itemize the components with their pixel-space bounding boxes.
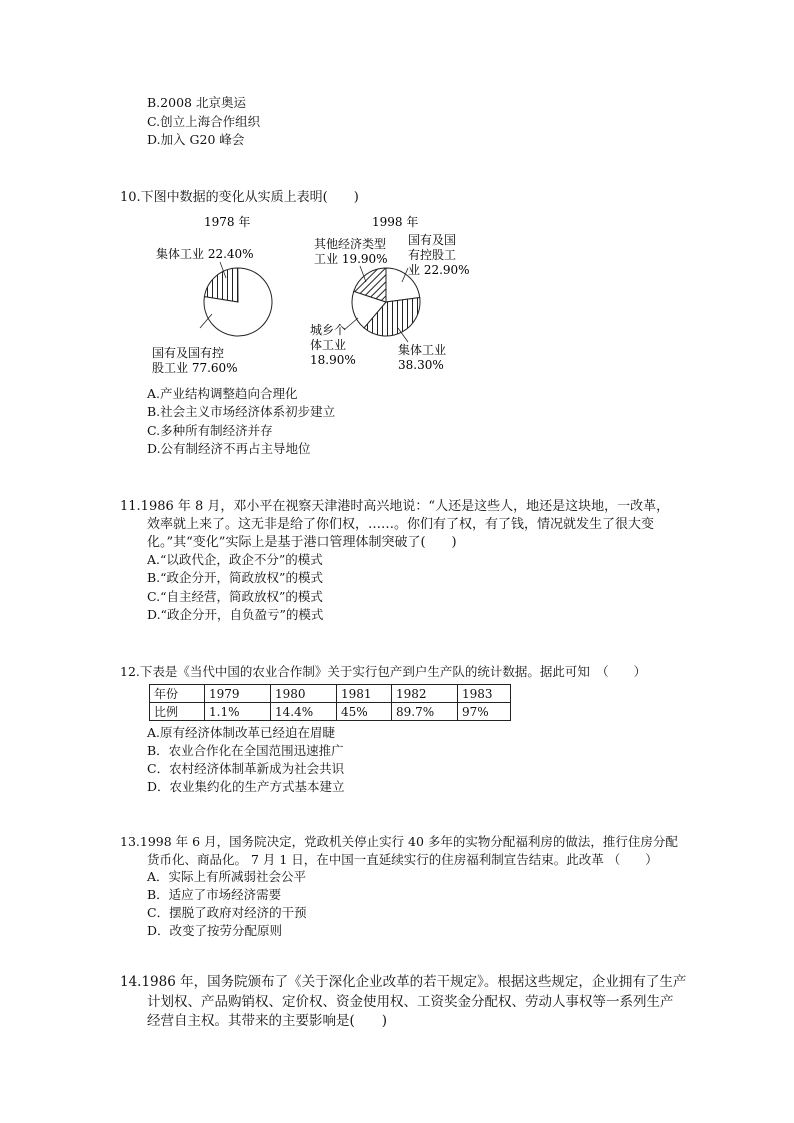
q11-option-b: B.“政企分开，简政放权”的模式 [147,570,323,585]
table-cell: 1980 [271,685,337,703]
table-cell: 1983 [458,685,511,703]
pie-1998-leader-urban [344,318,358,330]
pie-1998-title: 1998 年 [372,215,419,229]
q10-stem: 10.下图中数据的变化从实质上表明( ) [120,190,359,205]
table-cell: 14.4% [271,703,337,721]
q12-data-table [149,684,511,721]
q12-option-d: D．农业集约化的生产方式基本建立 [147,779,345,794]
q13-stem-line-2: 货币化、商品化。 7 月 1 日，在中国一直延续实行的住房福利制宣告结束。此改革 （ ） [147,852,658,867]
q9-option-b: B.2008 北京奥运 [147,95,246,110]
table-cell: 1979 [205,685,271,703]
pie-1998-other-label-1: 其他经济类型 [314,237,387,251]
table-cell: 1981 [337,685,392,703]
q13-option-b: B．适应了市场经济需要 [147,887,282,902]
pie-1998-urban-label-3: 18.90% [310,353,356,367]
pie-1978-state-label-2: 股工业 77.60% [152,361,238,375]
q14-stem-line-1: 14.1986 年，国务院颁布了《关于深化企业改革的若干规定》。根据这些规定，企业拥有了生产 [120,974,687,990]
pie-1978-slice-collective [204,268,238,302]
q10-option-c: C.多种所有制经济并存 [147,423,273,438]
q10-option-d: D.公有制经济不再占主导地位 [147,441,311,456]
table-row [150,685,511,703]
pie-1998 [352,268,420,336]
q11-stem-line-1: 11.1986 年 8 月，邓小平在视察天津港时高兴地说：“人还是这些人，地还是这块地，一改革， [120,499,670,514]
q11-option-c: C.“自主经营，简政放权”的模式 [147,589,323,604]
pie-1978-state-label-1: 国有及国有控 [152,346,225,360]
pie-1998-state-label-3: 业 22.90% [408,263,470,277]
q9-option-c: C.创立上海合作组织 [147,114,261,129]
q13-option-d: D．改变了按劳分配原则 [147,923,283,938]
q14-stem-line-3: 经营自主权。其带来的主要影响是( ) [147,1013,388,1029]
q13-option-a: A．实际上有所减弱社会公平 [147,869,307,884]
table-cell: 89.7% [392,703,458,721]
q12-option-a: A.原有经济体制改革已经迫在眉睫 [147,725,336,740]
q14-stem-line-2: 计划权、产品购销权、定价权、资金使用权、工资奖金分配权、劳动人事权等一系列生产 [147,994,674,1010]
table-header-ratio: 比例 [150,703,205,721]
q10-pie-charts [140,206,500,376]
pie-1998-state-label-2: 有控股工 [408,248,457,262]
q13-option-c: C．摆脱了政府对经济的干预 [147,905,307,920]
pie-1998-state-label-1: 国有及国 [408,233,457,247]
table-row [150,703,511,721]
table-cell: 1.1% [205,703,271,721]
q10-option-b: B.社会主义市场经济体系初步建立 [147,404,336,419]
pie-1998-collective-label-2: 38.30% [398,358,444,372]
pie-1998-urban-label-2: 体工业 [310,338,347,352]
q11-stem-line-2: 效率就上来了。这无非是给了你们权，……。你们有了权，有了钱，情况就发生了很大变 [147,517,655,532]
q9-option-d: D.加入 G20 峰会 [147,132,245,147]
table-cell: 97% [458,703,511,721]
q12-option-c: C．农村经济体制革新成为社会共识 [147,761,345,776]
pie-1978 [204,268,272,336]
q10-option-a: A.产业结构调整趋向合理化 [147,386,298,401]
q12-option-b: B．农业合作化在全国范围迅速推广 [147,743,344,758]
q11-stem-line-3: 化。”其“变化”实际上是基于港口管理体制突破了( ) [147,535,457,550]
table-header-year: 年份 [150,685,205,703]
q13-stem-line-1: 13.1998 年 6 月，国务院决定，党政机关停止实行 40 多年的实物分配福利房的做法，推行住房分配 [120,834,678,849]
table-cell: 1982 [392,685,458,703]
pie-1978-title: 1978 年 [204,215,251,229]
pie-1998-urban-label-1: 城乡个 [310,323,347,337]
pie-1998-other-label-2: 工业 19.90% [314,252,388,266]
q11-option-a: A.“以政代企，政企不分”的模式 [147,552,323,567]
pie-1978-collective-label: 集体工业 22.40% [156,247,254,261]
pie-1998-collective-label-1: 集体工业 [398,343,447,357]
table-cell: 45% [337,703,392,721]
q11-option-d: D.“政企分开，自负盈亏”的模式 [147,607,324,622]
q12-stem: 12.下表是《当代中国的农业合作制》关于实行包产到户生产队的统计数据。据此可知 （ ） [120,664,647,679]
